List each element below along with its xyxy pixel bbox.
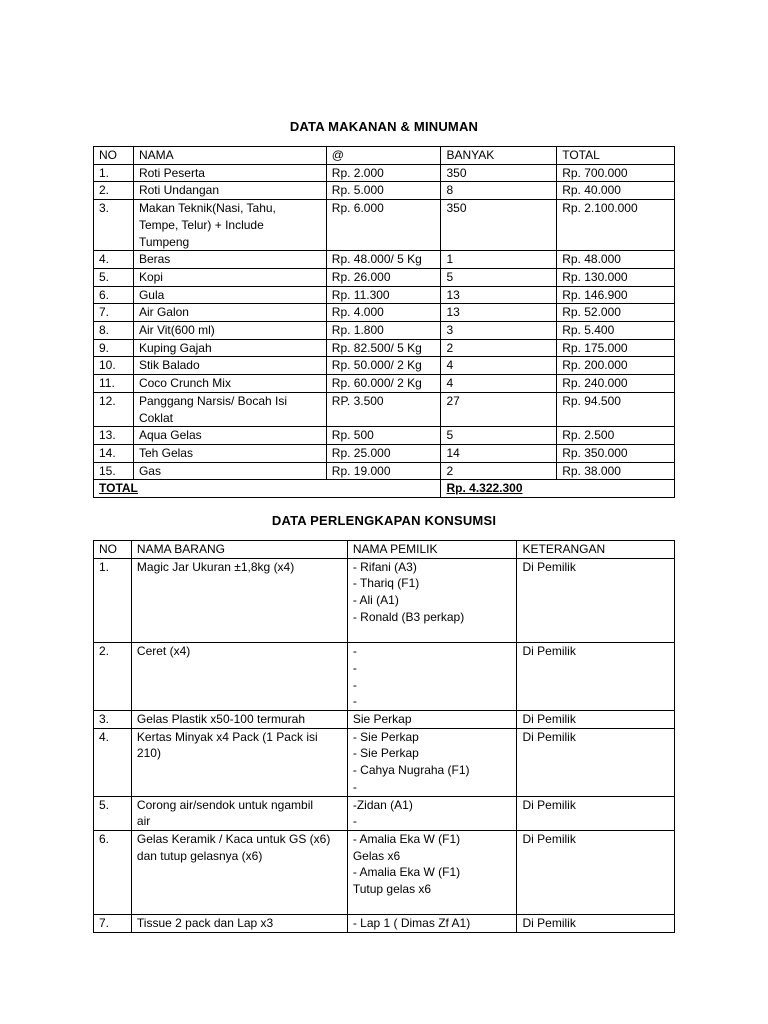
unit-price: Rp. 5.000 [326,182,441,200]
unit-price: RP. 3.500 [326,392,441,426]
item-name-line: Magic Jar Ukuran ±1,8kg (x4) [136,559,295,574]
equipment-table [93,540,675,933]
item-name [131,915,347,933]
row-number: 11. [94,375,134,393]
item-name [133,375,326,393]
row-total: Rp. 200.000 [557,357,675,375]
owner-name-line: - Ali (A1) [352,593,399,608]
item-name [133,304,326,322]
owner-name-line: - Cahya Nugraha (F1) [352,763,470,778]
item-name-line: dan tutup gelasnya (x6) [136,848,263,863]
quantity: 14 [441,444,557,462]
row-number: 1. [94,164,134,182]
quantity: 8 [441,182,557,200]
item-name-line: 210) [136,746,161,761]
unit-price: Rp. 26.000 [326,268,441,286]
quantity: 2 [441,462,557,480]
owner-name-line: - Rifani (A3) [352,559,417,574]
item-name-line: Tumpeng [138,234,190,249]
row-number: 5. [94,796,132,830]
table-row [94,251,675,269]
item-name [131,558,347,643]
table-row [94,444,675,462]
table-row [94,304,675,322]
total-row [94,480,675,498]
owner-name-line: - [352,660,357,675]
item-name-line: Tempe, Telur) + Include [138,217,264,232]
quantity: 350 [441,200,557,251]
quantity: 13 [441,286,557,304]
row-number: 7. [94,915,132,933]
table-row [94,643,675,711]
row-total: Rp. 40.000 [557,182,675,200]
item-name-line: Beras [138,252,171,267]
item-name [131,711,347,729]
quantity: 2 [441,339,557,357]
item-name [133,357,326,375]
table-row [94,286,675,304]
column-header: NAMA [133,147,326,165]
item-name-line: Coklat [138,410,173,425]
total-value: Rp. 4.322.300 [441,480,675,498]
quantity: 5 [441,427,557,445]
row-number: 5. [94,268,134,286]
unit-price: Rp. 82.500/ 5 Kg [326,339,441,357]
item-note: Di Pemilik [517,643,675,711]
unit-price: Rp. 4.000 [326,304,441,322]
row-total: Rp. 146.900 [557,286,675,304]
table-row [94,339,675,357]
table-row [94,392,675,426]
unit-price: Rp. 2.000 [326,164,441,182]
row-total: Rp. 94.500 [557,392,675,426]
table-row [94,796,675,830]
item-name-line: Coco Crunch Mix [138,376,231,391]
row-total: Rp. 130.000 [557,268,675,286]
item-name-line: Roti Peserta [138,165,205,180]
row-total: Rp. 350.000 [557,444,675,462]
table-row [94,164,675,182]
quantity: 1 [441,251,557,269]
item-name-line: Gas [138,463,161,478]
row-total: Rp. 2.100.000 [557,200,675,251]
item-name-line: Air Vit(600 ml) [138,323,215,338]
item-name-line: Teh Gelas [138,445,193,460]
owner-name-line: Gelas x6 [352,848,401,863]
unit-price: Rp. 50.000/ 2 Kg [326,357,441,375]
table-row [94,462,675,480]
column-header: BANYAK [441,147,557,165]
row-total: Rp. 700.000 [557,164,675,182]
row-number: 10. [94,357,134,375]
item-name-line: Corong air/sendok untuk ngambil [136,797,314,812]
owner-name [347,915,517,933]
item-name-line: air [136,814,151,829]
item-name [133,164,326,182]
row-total: Rp. 38.000 [557,462,675,480]
quantity: 4 [441,357,557,375]
item-name-line: Gula [138,287,165,302]
owner-name-line: - [352,814,357,829]
item-name [133,286,326,304]
owner-name-line: - Ronald (B3 perkap) [352,609,465,624]
quantity: 4 [441,375,557,393]
table-row [94,711,675,729]
item-name [133,392,326,426]
owner-name-line: Sie Perkap [352,712,412,727]
table-row [94,558,675,643]
row-number: 1. [94,558,132,643]
row-number: 2. [94,182,134,200]
owner-name [347,830,517,915]
owner-name-line: - [352,644,357,659]
item-name [133,268,326,286]
column-header: @ [326,147,441,165]
quantity: 13 [441,304,557,322]
item-name-line: Kertas Minyak x4 Pack (1 Pack isi [136,729,318,744]
row-number: 3. [94,711,132,729]
quantity: 5 [441,268,557,286]
row-number: 3. [94,200,134,251]
owner-name-line: - Thariq (F1) [352,576,420,591]
owner-name [347,728,517,796]
column-header: TOTAL [557,147,675,165]
row-number: 7. [94,304,134,322]
row-number: 2. [94,643,132,711]
owner-name [347,711,517,729]
table-row [94,200,675,251]
column-header: NAMA PEMILIK [347,541,517,559]
item-name [131,830,347,915]
row-total: Rp. 52.000 [557,304,675,322]
item-name [131,643,347,711]
table-row [94,830,675,915]
row-number: 6. [94,286,134,304]
row-number: 6. [94,830,132,915]
row-total: Rp. 2.500 [557,427,675,445]
owner-name-line: Tutup gelas x6 [352,882,432,897]
row-total: Rp. 175.000 [557,339,675,357]
owner-name-line: - Sie Perkap [352,746,419,761]
quantity: 350 [441,164,557,182]
item-name-line: Gelas Plastik x50-100 termurah [136,712,305,727]
owner-name [347,643,517,711]
item-name-line: Kopi [138,269,163,284]
item-name [133,182,326,200]
row-number: 9. [94,339,134,357]
owner-name [347,558,517,643]
owner-name-line: - Lap 1 ( Dimas Zf A1) [352,916,471,931]
unit-price: Rp. 500 [326,427,441,445]
owner-name-line [353,898,512,915]
unit-price: Rp. 11.300 [326,286,441,304]
row-number: 14. [94,444,134,462]
item-name [133,339,326,357]
row-number: 15. [94,462,134,480]
item-name-line: Ceret (x4) [136,644,191,659]
unit-price: Rp. 25.000 [326,444,441,462]
owner-name-line: - [352,677,357,692]
item-name [133,322,326,340]
table-row [94,268,675,286]
item-name-line: Roti Undangan [138,183,219,198]
food-drink-table [93,146,675,498]
unit-price: Rp. 19.000 [326,462,441,480]
item-name [133,444,326,462]
item-name [133,200,326,251]
item-note: Di Pemilik [517,915,675,933]
item-name-line: Aqua Gelas [138,428,202,443]
table1-title: DATA MAKANAN & MINUMAN [289,119,479,134]
owner-name-line: - [352,779,357,794]
owner-name-line: - [352,694,357,709]
table-row [94,322,675,340]
row-total: Rp. 240.000 [557,375,675,393]
table-row [94,182,675,200]
owner-name-line: - Amalia Eka W (F1) [352,831,461,846]
table2-title: DATA PERLENGKAPAN KONSUMSI [271,513,497,528]
quantity: 3 [441,322,557,340]
row-number: 8. [94,322,134,340]
item-name [131,728,347,796]
item-name-line: Gelas Keramik / Kaca untuk GS (x6) [136,831,331,846]
row-number: 4. [94,251,134,269]
item-note: Di Pemilik [517,830,675,915]
unit-price: Rp. 60.000/ 2 Kg [326,375,441,393]
item-note: Di Pemilik [517,711,675,729]
owner-name-line: - Sie Perkap [352,729,419,744]
table-header-row [94,147,675,165]
table-row [94,915,675,933]
item-name [133,251,326,269]
row-total: Rp. 48.000 [557,251,675,269]
item-name [133,462,326,480]
item-name [131,796,347,830]
owner-name-line: - Amalia Eka W (F1) [352,865,461,880]
unit-price: Rp. 6.000 [326,200,441,251]
quantity: 27 [441,392,557,426]
column-header: KETERANGAN [517,541,675,559]
item-note: Di Pemilik [517,558,675,643]
owner-name [347,796,517,830]
owner-name-line: -Zidan (A1) [352,797,413,812]
table-row [94,357,675,375]
row-number: 4. [94,728,132,796]
column-header: NO [94,541,132,559]
row-total: Rp. 5.400 [557,322,675,340]
item-name-line: Panggang Narsis/ Bocah Isi [138,393,288,408]
item-name-line: Air Galon [138,305,189,320]
unit-price: Rp. 1.800 [326,322,441,340]
unit-price: Rp. 48.000/ 5 Kg [326,251,441,269]
owner-name-line [353,626,512,643]
column-header: NAMA BARANG [131,541,347,559]
table-row [94,427,675,445]
item-name-line: Kuping Gajah [138,340,212,355]
row-number: 12. [94,392,134,426]
item-note: Di Pemilik [517,728,675,796]
row-number: 13. [94,427,134,445]
total-label: TOTAL [94,480,441,498]
item-name-line: Stik Balado [138,358,200,373]
item-name [133,427,326,445]
table-row [94,375,675,393]
item-note: Di Pemilik [517,796,675,830]
item-name-line: Makan Teknik(Nasi, Tahu, [138,201,276,216]
table-row [94,728,675,796]
item-name-line: Tissue 2 pack dan Lap x3 [136,916,274,931]
table-header-row [94,541,675,559]
column-header: NO [94,147,134,165]
